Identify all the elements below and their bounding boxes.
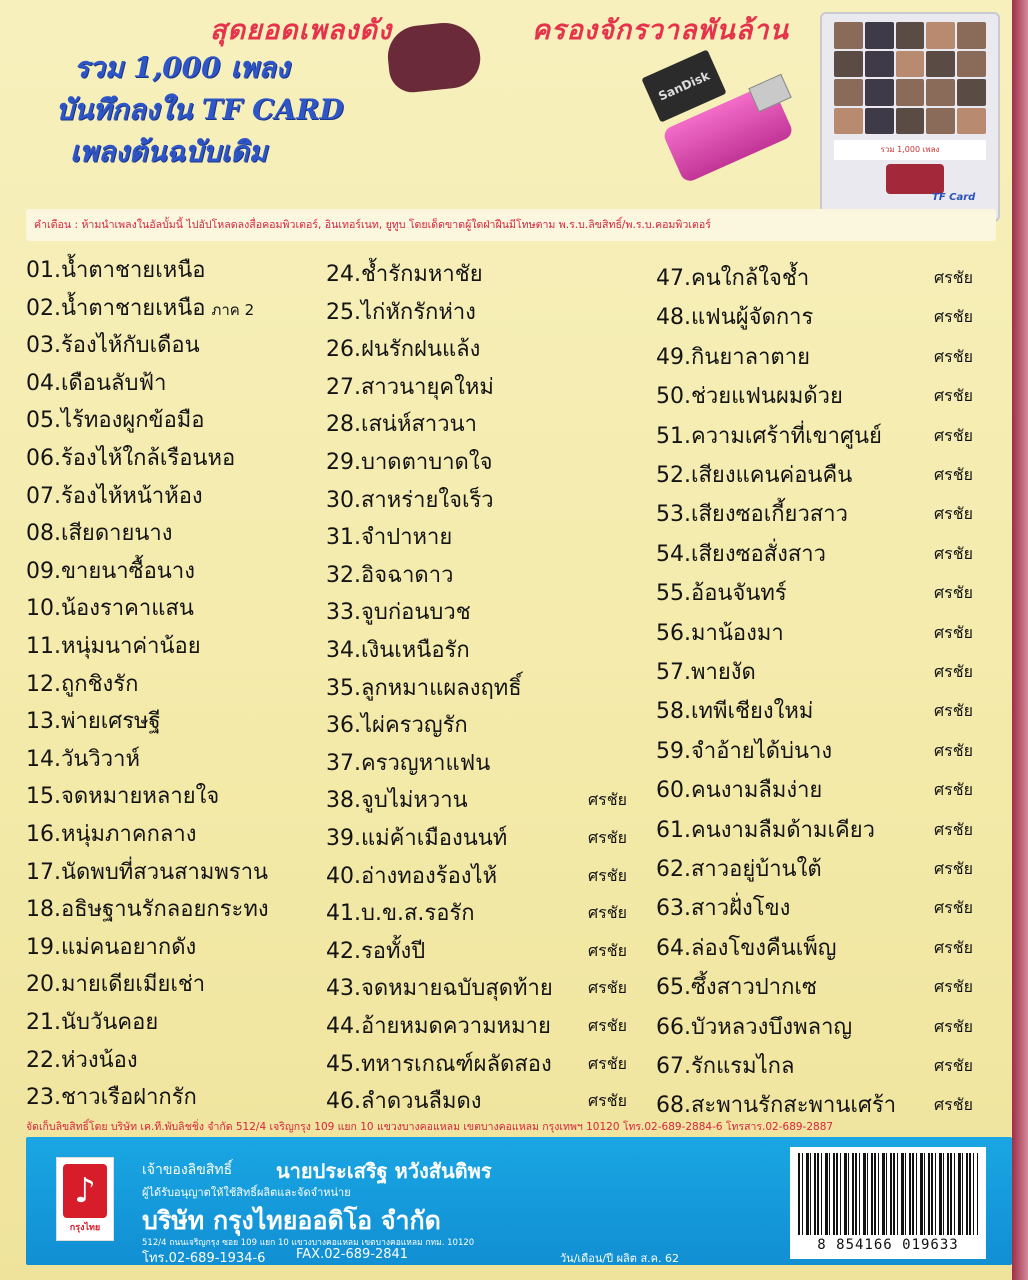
song-title: 18.อธิษฐานรักลอยกระทง [26, 897, 269, 922]
song-artist: ศรชัย [934, 701, 973, 720]
song-title: 56.มาน้องมา [656, 621, 784, 646]
song-artist: ศรชัย [934, 347, 973, 366]
song-title: 24.ช้ำรักมหาชัย [326, 262, 483, 287]
song-item [26, 666, 138, 701]
song-title: 32.อิจฉาดาว [326, 563, 454, 588]
song-title: 29.บาดตาบาดใจ [326, 450, 493, 475]
song-item [26, 854, 268, 889]
song-item [656, 1009, 852, 1044]
tagline-left: สุดยอดเพลงดัง [210, 15, 393, 46]
song-item [26, 365, 166, 400]
song-item [26, 1042, 138, 1077]
song-title: 34.เงินเหนือรัก [326, 638, 470, 663]
song-item [326, 557, 453, 592]
song-title: 12.ถูกชิงรัก [26, 672, 139, 697]
song-title: 50.ช่วยแฟนผมด้วย [656, 384, 843, 409]
sd-card-image: SanDisk [641, 49, 726, 122]
hang-hole [385, 19, 483, 94]
song-title: 33.จูบก่อนบวช [326, 600, 471, 625]
song-artist: ศรชัย [934, 859, 973, 878]
song-item [656, 890, 790, 925]
barcode-number: 8 854166 019633 [817, 1237, 959, 1253]
company-name: บริษัท กรุงไทยออดิโอ จำกัด [142, 1206, 441, 1235]
song-item [326, 331, 480, 366]
song-title: 41.บ.ข.ส.รอรัก [326, 901, 475, 926]
song-title: 43.จดหมายฉบับสุดท้าย [326, 976, 553, 1001]
song-title: 62.สาวอยู่บ้านใต้ [656, 857, 822, 882]
song-item [656, 1087, 896, 1122]
song-title: 22.ห่วงน้อง [26, 1048, 138, 1073]
song-artist: ศรชัย [588, 866, 627, 885]
song-title: 04.เดือนลับฟ้า [26, 371, 167, 396]
song-item [26, 252, 205, 287]
song-title: 38.จูบไม่หวาน [326, 788, 468, 813]
barcode-bars [798, 1153, 978, 1235]
song-title: 10.น้องราคาแสน [26, 596, 194, 621]
barcode [790, 1147, 986, 1259]
song-item [326, 1008, 551, 1043]
publisher-logo-text: กรุงไทย [69, 1223, 101, 1233]
song-item [656, 575, 787, 610]
song-title: 36.ไผ่ครวญรัก [326, 713, 468, 738]
production-date: วัน/เดือน/ปี ผลิต ส.ค. 62 [560, 1252, 680, 1265]
song-title: 31.จำปาหาย [326, 525, 453, 550]
song-artist: ศรชัย [934, 465, 973, 484]
song-artist: ศรชัย [934, 1095, 973, 1114]
song-item [26, 966, 205, 1001]
song-title: 07.ร้องไห้หน้าห้อง [26, 484, 203, 509]
song-artist: ศรชัย [934, 623, 973, 642]
music-note-icon: ♪ [63, 1164, 107, 1218]
product-box-image [820, 12, 1000, 222]
song-title: 52.เสียงแคนค่อนคืน [656, 463, 853, 488]
song-artist: ศรชัย [588, 828, 627, 847]
song-title: 47.คนใกล้ใจช้ำ [656, 266, 810, 291]
song-title: 26.ฝนรักฝนแล้ง [326, 337, 481, 362]
song-artist: ศรชัย [934, 504, 973, 523]
song-item [326, 444, 492, 479]
song-item [326, 369, 494, 404]
song-item [656, 496, 848, 531]
song-artist: ศรชัย [588, 903, 627, 922]
song-item [326, 632, 470, 667]
song-title: 11.หนุ่มนาค่าน้อย [26, 634, 201, 659]
song-title: 14.วันวิวาห์ [26, 747, 140, 772]
song-artist: ศรชัย [934, 583, 973, 602]
song-item [326, 970, 553, 1005]
song-title: 68.สะพานรักสะพานเศร้า [656, 1093, 897, 1118]
song-item [656, 733, 832, 768]
song-title: 15.จดหมายหลายใจ [26, 784, 220, 809]
song-item [326, 256, 483, 291]
song-part: ภาค 2 [211, 301, 255, 319]
song-artist: ศรชัย [588, 1054, 627, 1073]
song-title: 63.สาวฝั่งโขง [656, 896, 791, 921]
song-item [26, 553, 195, 588]
song-item [656, 260, 809, 295]
song-artist: ศรชัย [588, 790, 627, 809]
song-item [26, 1004, 158, 1039]
song-title: 42.รอทั้งปี [326, 939, 426, 964]
song-title: 01.น้ำตาชายเหนือ [26, 258, 206, 283]
song-item [26, 327, 200, 362]
song-title: 23.ชาวเรือฝากรัก [26, 1085, 197, 1110]
background-edge [1012, 0, 1028, 1280]
copyright-warning: คำเตือน : ห้ามนำเพลงในอัลบั้มนี้ ไปอัปโหลดลงสื่อคอมพิวเตอร์, อินเทอร์เนท, ยูทูบ โดยเด็ดขาดผู้ใดฝ่าฝืนมีโทษตาม พ.ร.บ.ลิขสิทธิ์/พ.ร.บ.คอมพิวเตอร์ [26, 209, 996, 241]
song-item [656, 457, 852, 492]
song-title: 03.ร้องไห้กับเดือน [26, 333, 200, 358]
song-artist: ศรชัย [934, 1056, 973, 1075]
song-title: 45.ทหารเกณฑ์ผลัดสอง [326, 1052, 552, 1077]
song-artist: ศรชัย [934, 426, 973, 445]
song-item [326, 406, 477, 441]
song-item [656, 812, 875, 847]
company-address: 512/4 ถนนเจริญกรุง ซอย 109 แยก 10 แขวงบางคอแหลม เขตบางคอแหลม กทม. 10120 [142, 1238, 475, 1248]
song-item [326, 1046, 552, 1081]
song-item [326, 745, 490, 780]
song-item [26, 628, 201, 663]
song-item [656, 418, 882, 453]
song-artist: ศรชัย [934, 307, 973, 326]
song-artist: ศรชัย [588, 1091, 627, 1110]
song-item [26, 703, 161, 738]
song-item [656, 930, 837, 965]
song-title: 20.มายเดียเมียเช่า [26, 972, 206, 997]
song-artist: ศรชัย [934, 386, 973, 405]
song-item [326, 858, 497, 893]
song-title: 54.เสียงซอสั่งสาว [656, 542, 827, 567]
owner-name: นายประเสริฐ หวังสันติพร [276, 1159, 492, 1183]
song-title: 21.นับวันคอย [26, 1010, 159, 1035]
song-item [656, 693, 813, 728]
song-title: 48.แฟนผู้จัดการ [656, 305, 814, 330]
song-item [26, 929, 196, 964]
song-title: 28.เสน่ห์สาวนา [326, 412, 478, 437]
song-title: 16.หนุ่มภาคกลาง [26, 822, 197, 847]
song-item [656, 772, 822, 807]
song-title: 09.ขายนาซื้อนาง [26, 559, 195, 584]
publisher-logo [56, 1157, 114, 1241]
song-title: 55.อ้อนจันทร์ [656, 581, 787, 606]
song-title: 51.ความเศร้าที่เขาศูนย์ [656, 424, 882, 449]
song-item [326, 594, 471, 629]
song-title: 61.คนงามลืมด้ามเคียว [656, 818, 875, 843]
artist-photo-grid [834, 22, 986, 134]
song-item [26, 778, 219, 813]
product-box-tf-label: TF Card [932, 192, 976, 203]
song-item [326, 707, 468, 742]
song-item [656, 536, 826, 571]
song-title: 46.ลำดวนลืมดง [326, 1089, 482, 1114]
song-title: 49.กินยาลาตาย [656, 345, 810, 370]
licensee-label: ผู้ได้รับอนุญาตให้ใช้สิทธิ์ผลิตและจัดจำหน่าย [142, 1186, 351, 1199]
song-artist: ศรชัย [588, 1016, 627, 1035]
song-artist: ศรชัย [934, 268, 973, 287]
song-title: 59.จำอ้ายได้บ่นาง [656, 739, 833, 764]
song-title: 17.นัดพบที่สวนสามพราน [26, 860, 269, 885]
song-item [326, 670, 522, 705]
song-title: 37.ครวญหาแฟน [326, 751, 491, 776]
song-title: 53.เสียงซอเกี้ยวสาว [656, 502, 848, 527]
song-item [26, 440, 235, 475]
song-title: 02.น้ำตาชายเหนือ [26, 296, 206, 321]
song-title: 27.สาวนายุคใหม่ [326, 375, 494, 400]
product-box-label: รวม 1,000 เพลง [834, 140, 986, 160]
song-artist: ศรชัย [934, 820, 973, 839]
song-artist: ศรชัย [934, 938, 973, 957]
song-item [656, 378, 843, 413]
song-artist: ศรชัย [588, 978, 627, 997]
song-artist: ศรชัย [934, 662, 973, 681]
company-fax: FAX.02-689-2841 [296, 1247, 409, 1262]
song-title: 64.ล่องโขงคืนเพ็ญ [656, 936, 837, 961]
headline-tf-card: บันทึกลงใน TF CARD [56, 93, 344, 126]
song-artist: ศรชัย [934, 898, 973, 917]
headline-1000-songs: รวม 1,000 เพลง [74, 51, 290, 84]
song-item [326, 294, 476, 329]
song-item [326, 895, 475, 930]
product-box-reader [886, 164, 944, 194]
song-title: 57.พายงัด [656, 660, 756, 685]
song-item [326, 933, 425, 968]
publisher-footer [26, 1137, 1012, 1265]
song-title: 13.พ่ายเศรษฐี [26, 709, 161, 734]
song-item [326, 820, 507, 855]
song-item [656, 969, 817, 1004]
song-title: 06.ร้องไห้ใกล้เรือนหอ [26, 446, 236, 471]
song-item [656, 1048, 795, 1083]
owner-label: เจ้าของลิขสิทธิ์ [142, 1162, 233, 1178]
song-title: 25.ไก่หักรักห่าง [326, 300, 476, 325]
song-title: 65.ซึ้งสาวปากเซ [656, 975, 817, 1000]
song-item [26, 478, 203, 513]
song-title: 40.อ่างทองร้องไห้ [326, 864, 498, 889]
song-item [326, 782, 468, 817]
song-item [26, 290, 254, 325]
song-item [26, 891, 269, 926]
song-item [326, 1083, 482, 1118]
copyright-credit: จัดเก็บลิขสิทธิ์โดย บริษัท เค.ที.พับลิชชิ่ง จำกัด 512/4 เจริญกรุง 109 แยก 10 แขวงบางคอแหลม เขตบางคอแหลม กรุงเทพฯ 10120 โทร.02-689-2884-6 โทรสาร.02-689-2887 [26, 1121, 834, 1133]
song-title: 05.ไร้ทองผูกข้อมือ [26, 408, 205, 433]
song-artist: ศรชัย [934, 741, 973, 760]
song-item [326, 519, 452, 554]
song-item [26, 816, 197, 851]
song-item [26, 741, 140, 776]
song-title: 08.เสียดายนาง [26, 521, 173, 546]
song-title: 19.แม่คนอยากดัง [26, 935, 197, 960]
song-item [656, 654, 756, 689]
song-title: 67.รักแรมไกล [656, 1054, 795, 1079]
song-artist: ศรชัย [934, 1017, 973, 1036]
song-item [26, 515, 173, 550]
song-title: 60.คนงามลืมง่าย [656, 778, 823, 803]
song-artist: ศรชัย [934, 977, 973, 996]
song-artist: ศรชัย [934, 780, 973, 799]
song-artist: ศรชัย [588, 941, 627, 960]
song-item [26, 402, 205, 437]
song-item [656, 339, 810, 374]
song-title: 35.ลูกหมาแผลงฤทธิ์ [326, 676, 522, 701]
song-item [656, 299, 813, 334]
song-title: 44.อ้ายหมดความหมาย [326, 1014, 551, 1039]
headline-original: เพลงต้นฉบับเดิม [70, 135, 268, 168]
song-title: 39.แม่ค้าเมืองนนท์ [326, 826, 508, 851]
song-title: 58.เทพีเชียงใหม่ [656, 699, 814, 724]
song-item [656, 851, 822, 886]
song-item [26, 1079, 197, 1114]
song-item [656, 615, 784, 650]
song-item [26, 590, 194, 625]
song-item [326, 482, 494, 517]
company-phone: โทร.02-689-1934-6 [142, 1251, 266, 1266]
tagline-right: ครองจักรวาลพันล้าน [532, 15, 789, 46]
song-title: 30.สาหร่ายใจเร็ว [326, 488, 494, 513]
song-title: 66.บัวหลวงบึงพลาญ [656, 1015, 853, 1040]
song-artist: ศรชัย [934, 544, 973, 563]
